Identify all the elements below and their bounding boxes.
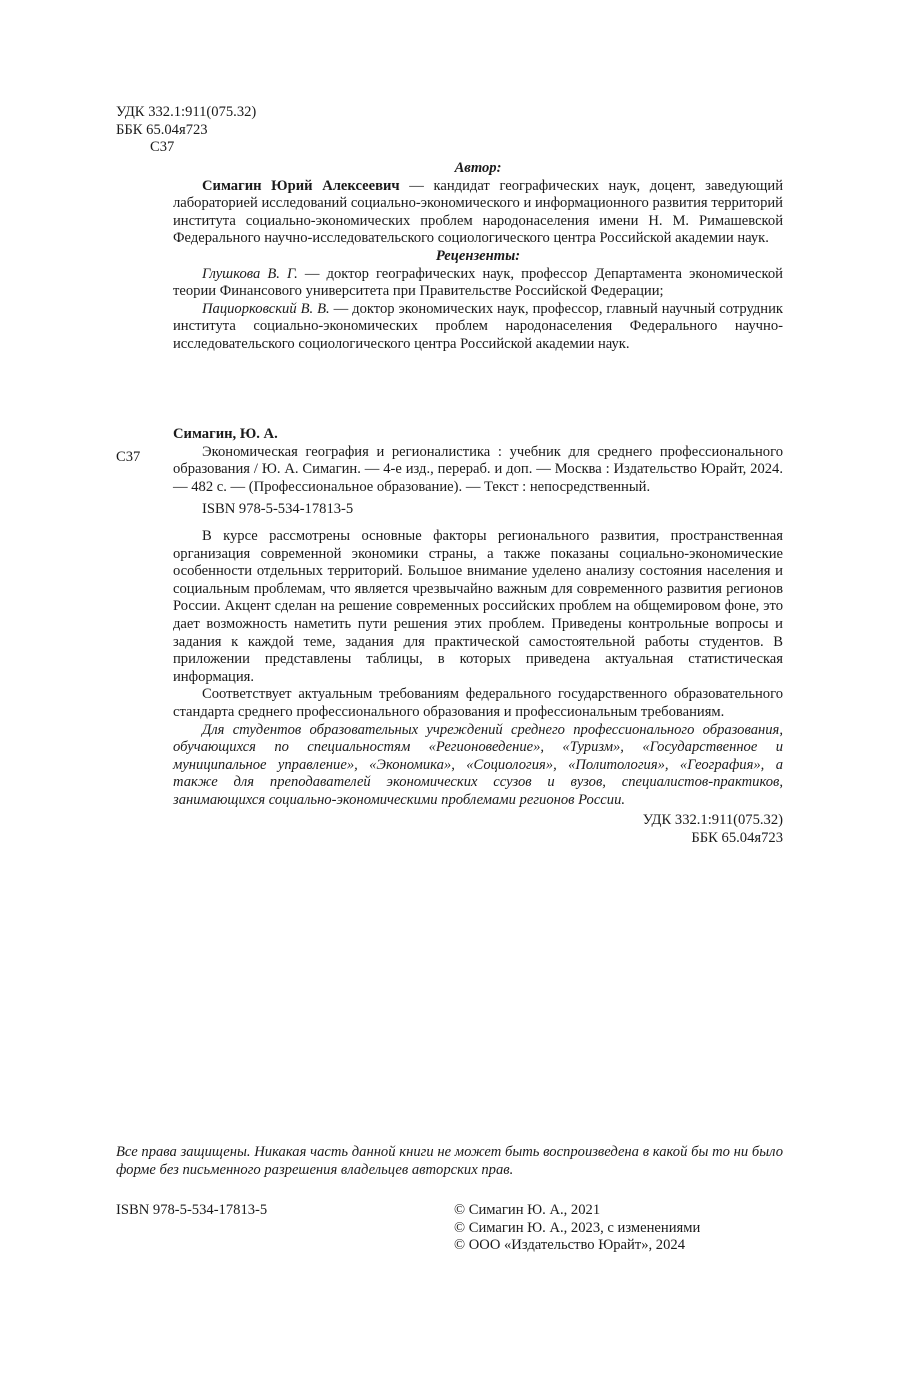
copyright-block [454,1202,700,1255]
reviewer-name: Глушкова В. Г. [202,265,298,282]
footer-udk-code: УДК 332.1:911(075.32) [642,812,783,829]
catalog-side-code: С37 [116,449,141,465]
author-heading: Автор: [454,160,502,176]
copyright-line: © Симагин Ю. А., 2023, с изменениями [454,1219,701,1236]
bottom-isbn: ISBN 978-5-534-17813-5 [116,1202,268,1218]
author-section [173,160,783,354]
reviewer-description: — доктор географических наук, профессор Департамента экономической теории Финансового университета при Правительстве Российской Федерации; [173,265,783,300]
reviewers-heading: Рецензенты: [435,247,521,264]
author-description: — кандидат географических наук, доцент, заведующий лабораторией исследований социально-экономического и информационного развития территорий института социально-экономических проблем народонаселения имени Н. М. Римашевской Федерального научно-исследовательского социологического центра Российской академии наук. [173,177,783,247]
abstract-paragraph-1: В курсе рассмотрены основные факторы регионального развития, пространственная организация современной экономики страны, а также показаны социально-экономические особенности отдельных территорий. Большое внимание уделено анализу состояния населения и социальным проблемам, что является чрезвычайно важным для современного развития регионов России. Акцент сделан на решение современных российских проблем на общемировом фоне, это дает возможность наметить пути решения этих проблем. Приведены контрольные вопросы и задания к каждой теме, задания для практической самостоятельной работы студентов. В приложении представлены таблицы, в которых приведена актуальная статистическая информация. [173,527,783,685]
header-codes [116,104,256,157]
bbk-code: ББК 65.04я723 [116,121,208,138]
catalog-author: Симагин, Ю. А. [173,426,278,442]
reviewer-description: — доктор экономических наук, профессор, главный научный сотрудник института социально-экономических проблем народонаселения Федерального научно-исследовательского социологического центра Российской академии наук. [173,300,783,352]
catalog-description: Экономическая география и регионалистика : учебник для среднего профессионального образования / Ю. А. Симагин. — 4-е изд., перераб. и доп. — Москва : Издательство Юрайт, 2024. — 482 с. — (Профессиональное образование). — Текст : непосредственный. [173,443,783,495]
udk-code: УДК 332.1:911(075.32) [116,104,257,120]
copyright-line: © Симагин Ю. А., 2021 [454,1202,601,1218]
author-paragraph [173,178,783,248]
author-sign-code: С37 [150,139,175,156]
rights-notice: Все права защищены. Никакая часть данной книги не может быть воспроизведена в какой бы то ни было форме без письменного разрешения владельцев авторских прав. [116,1144,783,1178]
catalog-isbn: ISBN 978-5-534-17813-5 [202,501,354,518]
abstract-paragraph-3: Для студентов образовательных учреждений среднего профессионального образования, обучающихся по специальностям «Регионоведение», «Туризм», «Государственное и муниципальное управление», «Экономика», «Социология», «Политология», «География», а также для преподавателей экономических ссузов и вузов, специалистов-практиков, занимающихся социально-экономическими проблемами регионов России. [173,721,783,808]
reviewer-paragraph [173,301,783,354]
author-name: Симагин Юрий Алексеевич [202,177,400,194]
footer-bbk-code: ББК 65.04я723 [691,830,783,847]
reviewer-paragraph [173,266,783,301]
copyright-line: © ООО «Издательство Юрайт», 2024 [454,1237,685,1254]
reviewer-name: Пациорковский В. В. [202,300,330,317]
abstract-paragraph-2: Соответствует актуальным требованиям федерального государственного образовательного стандарта среднего профессионального образования и профессиональным требованиям. [173,686,783,720]
catalog-section [173,426,783,848]
